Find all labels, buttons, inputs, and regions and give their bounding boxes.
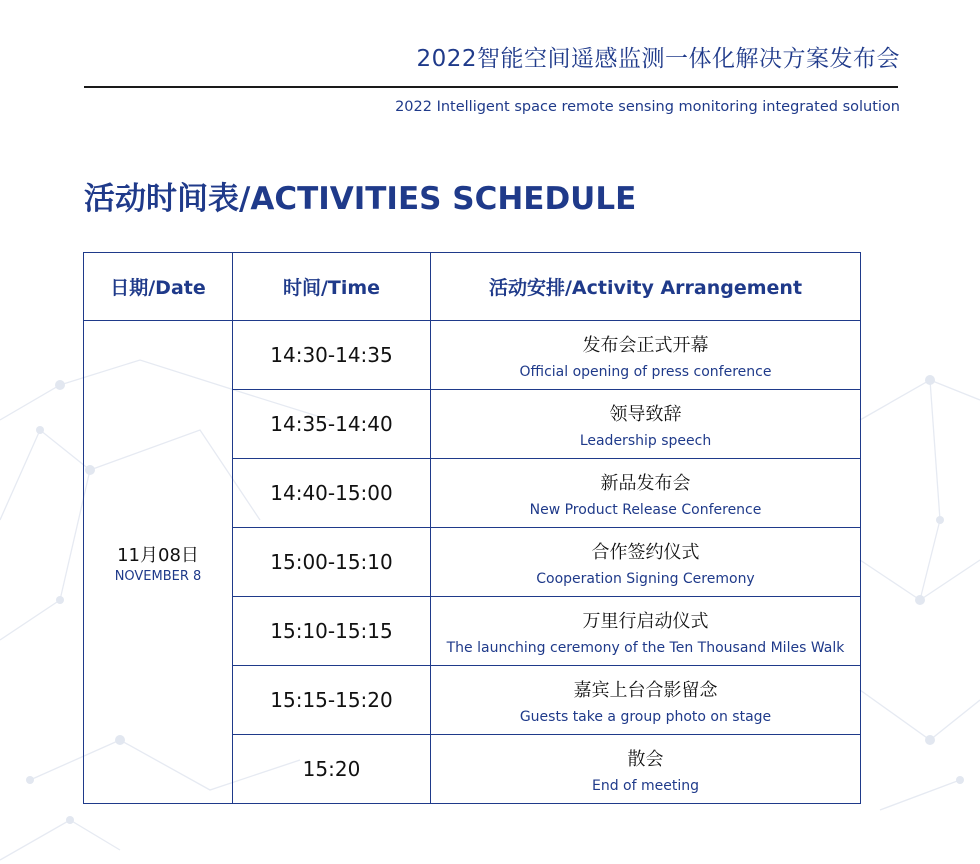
- activity-english: End of meeting: [591, 777, 699, 794]
- time-cell: 14:40-15:00: [233, 459, 431, 528]
- activity-chinese: 嘉宾上台合影留念: [573, 679, 718, 701]
- date-chinese: 11月08日: [117, 544, 199, 566]
- time-cell: 14:30-14:35: [233, 321, 431, 390]
- activity-chinese: 领导致辞: [609, 403, 682, 425]
- activity-chinese: 万里行启动仪式: [582, 610, 709, 632]
- time-cell: 15:00-15:10: [233, 528, 431, 597]
- activity-chinese: 散会: [627, 748, 664, 770]
- column-header-activity: 活动安排/Activity Arrangement: [431, 253, 861, 321]
- time-cell: 15:15-15:20: [233, 666, 431, 735]
- activity-cell: [431, 459, 861, 528]
- activity-cell: [431, 390, 861, 459]
- activity-chinese: 发布会正式开幕: [582, 334, 709, 356]
- time-cell: 14:35-14:40: [233, 390, 431, 459]
- header-title: 2022智能空间遥感监测一体化解决方案发布会: [416, 46, 900, 72]
- header-subtitle: 2022 Intelligent space remote sensing monitoring integrated solution: [395, 99, 900, 115]
- column-header-date: 日期/Date: [84, 253, 233, 321]
- activity-english: The launching ceremony of the Ten Thousand Miles Walk: [446, 639, 845, 656]
- activity-english: Guests take a group photo on stage: [519, 708, 772, 725]
- column-header-time: 时间/Time: [233, 253, 431, 321]
- activity-english: Official opening of press conference: [519, 363, 772, 380]
- activity-english: Leadership speech: [579, 432, 712, 449]
- activity-cell: [431, 735, 861, 804]
- activity-english: Cooperation Signing Ceremony: [536, 570, 755, 587]
- activity-chinese: 合作签约仪式: [591, 541, 700, 563]
- time-cell: 15:10-15:15: [233, 597, 431, 666]
- activity-english: New Product Release Conference: [529, 501, 762, 518]
- date-english: NOVEMBER 8: [114, 568, 202, 584]
- table-header-row: [84, 253, 861, 321]
- activity-chinese: 新品发布会: [600, 472, 691, 494]
- time-cell: 15:20: [233, 735, 431, 804]
- date-cell: [84, 321, 233, 804]
- activity-cell: [431, 666, 861, 735]
- header-divider: [84, 86, 898, 88]
- schedule-table: [83, 252, 861, 804]
- activity-cell: [431, 597, 861, 666]
- activity-cell: [431, 528, 861, 597]
- section-title: 活动时间表/ACTIVITIES SCHEDULE: [84, 181, 637, 217]
- table-row: [84, 321, 861, 390]
- activity-cell: [431, 321, 861, 390]
